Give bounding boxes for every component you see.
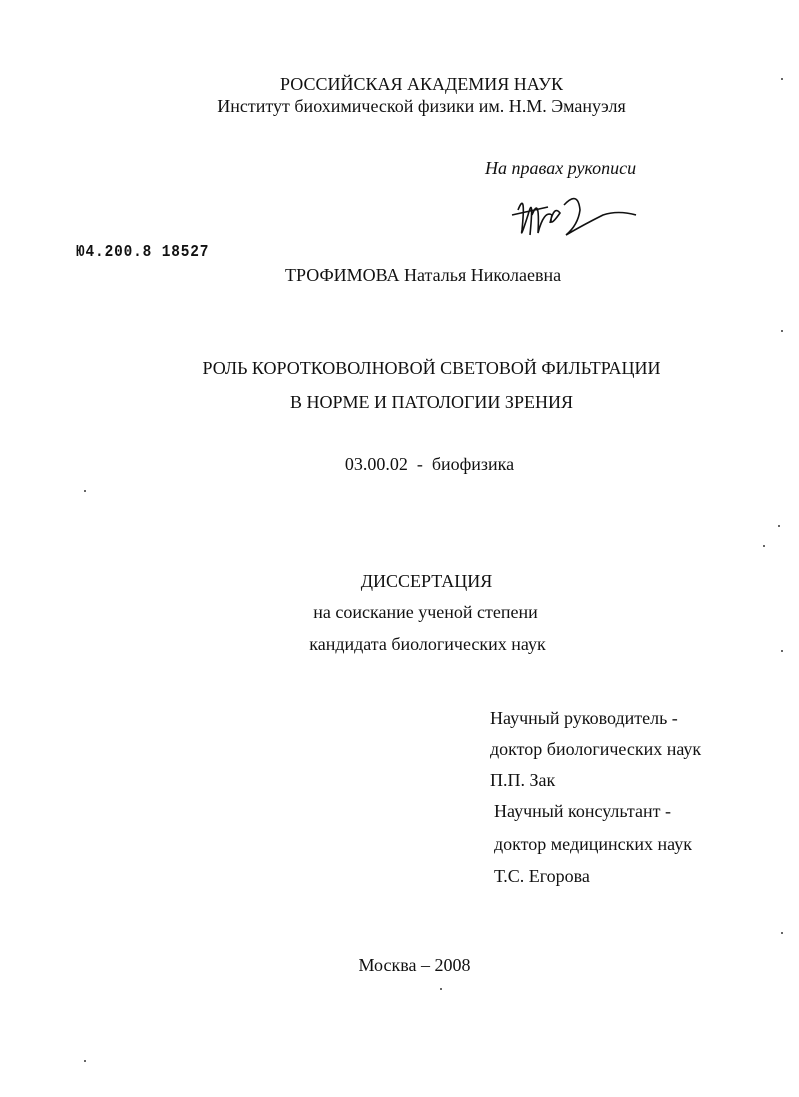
degree-line-1: на соискание ученой степени (313, 602, 538, 622)
author-name: ТРОФИМОВА Наталья Николаевна (285, 265, 562, 285)
archive-stamp: Ю4.200.8 18527 (76, 243, 210, 262)
scan-speck (778, 525, 780, 527)
specialty-code: 03.00.02 - биофизика (344, 454, 515, 474)
work-type-heading: ДИССЕРТАЦИЯ (360, 571, 493, 591)
scan-speck (781, 330, 783, 332)
thesis-title-line-1: РОЛЬ КОРОТКОВОЛНОВОЙ СВЕТОВОЙ ФИЛЬТРАЦИИ (202, 358, 661, 378)
consultant-label: Научный консультант - (494, 801, 671, 821)
advisor-degree: доктор биологических наук (490, 739, 702, 759)
academy-name: РОССИЙСКАЯ АКАДЕМИЯ НАУК (280, 74, 563, 94)
scan-speck (781, 932, 783, 934)
consultant-name: Т.С. Егорова (494, 866, 590, 886)
scan-speck (84, 490, 86, 492)
city-year: Москва – 2008 (358, 955, 471, 975)
scan-speck (781, 650, 783, 652)
degree-line-2: кандидата биологических наук (309, 634, 546, 654)
signature-icon (508, 185, 643, 245)
thesis-title-line-2: В НОРМЕ И ПАТОЛОГИИ ЗРЕНИЯ (290, 392, 573, 412)
scan-speck (781, 78, 783, 80)
manuscript-note: На правах рукописи (485, 158, 637, 178)
consultant-degree: доктор медицинских наук (494, 834, 692, 854)
scan-speck (763, 545, 765, 547)
advisor-label: Научный руководитель - (490, 708, 678, 728)
advisor-name: П.П. Зак (490, 770, 556, 790)
institute-name: Институт биохимической физики им. Н.М. Эмануэля (217, 96, 626, 116)
scan-speck (440, 988, 442, 990)
scan-speck (84, 1060, 86, 1062)
